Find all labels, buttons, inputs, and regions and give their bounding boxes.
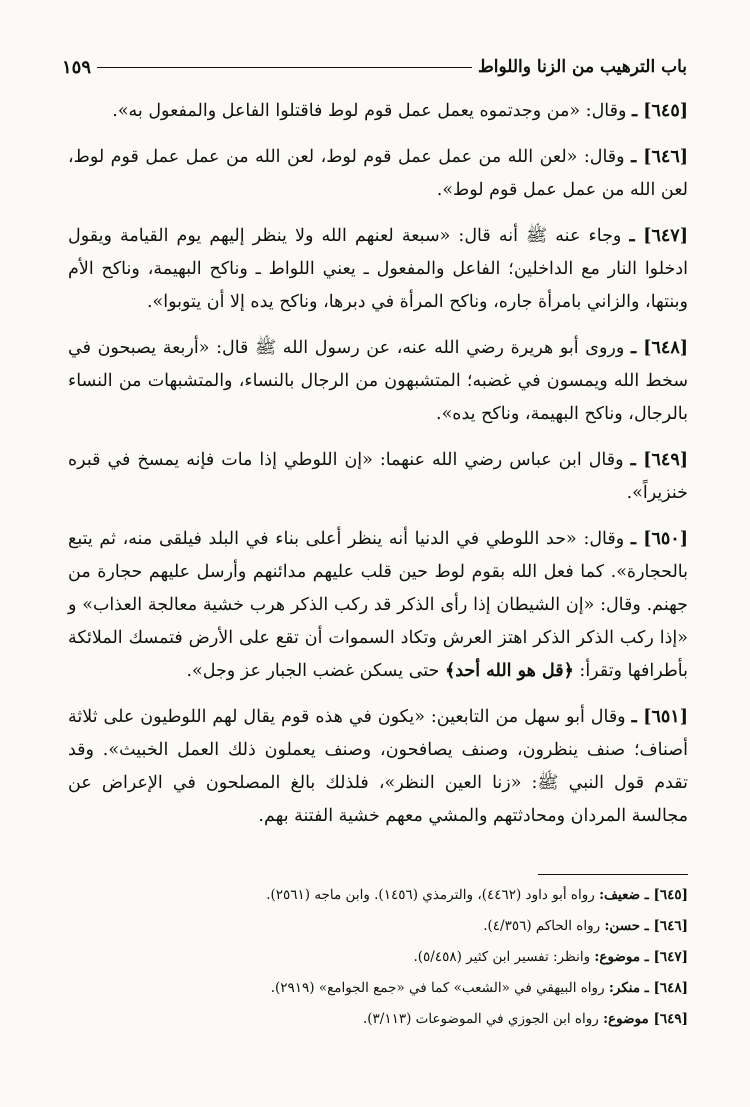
entry-text: وقال أبو سهل من التابعين: «يكون في هذه قوم يقال لهم اللوطيون على ثلاثة أصناف؛ صنف ينظرون، وصنف يصافحون، وصنف يعملون ذلك العمل الخبيث». وقد تقدم قول النبي ﷺ: «زنا العين النظر»، فلذلك بالغ المصلحون في الإعراض عن مجالسة المردان ومحادثتهم والمشي معهم خشية الفتنة بهم.: [68, 707, 688, 826]
footnote: [68, 1004, 688, 1035]
header-rule: [97, 67, 472, 68]
footnote-grade: ضعيف:: [599, 887, 641, 903]
quran-verse: ﴿قل هو الله أحد﴾: [444, 661, 574, 681]
footnote-grade: موضوع:: [594, 949, 641, 965]
footnote-grade: موضوع:: [603, 1011, 649, 1027]
hadith-entry: [٦٤٥] ـ وقال: «من وجدتموه يعمل عمل قوم لوط فاقتلوا الفاعل والمفعول به».: [112, 101, 688, 121]
entry-number: [٦٤٦]: [643, 147, 688, 167]
footnote-separator: [538, 874, 688, 875]
footnote: [٦٤٦] ـ حسن: رواه الحاكم (٤/٣٥٦).: [483, 918, 688, 934]
footnote-number: [٦٤٨]: [653, 980, 688, 996]
footnote-number: [٦٤٦]: [653, 918, 688, 934]
footnote-number: [٦٤٩]: [653, 1011, 688, 1027]
footnote-text: رواه أبو داود (٤٤٦٢)، والترمذي (١٤٥٦). وابن ماجه (٢٥٦١).: [266, 887, 600, 903]
hadith-entry: [٦٤٨] ـ وروى أبو هريرة رضي الله عنه، عن رسول الله ﷺ قال: «أربعة يصبحون في سخط الله ويمسون في غضبه؛ المتشبهون من الرجال بالنساء، والمتشبهات من النساء بالرجال، وناكح البهيمة، وناكح يده».: [68, 338, 688, 424]
hadith-entry: [٦٥٠] ـ وقال: «حد اللوطي في الدنيا أنه ينظر أعلى بناء في البلد فيلقى منه، ثم يتبع بالحجارة». كما فعل الله بقوم لوط حين قلب عليهم مدائنهم وأرسل عليهم حجارة من جهنم. وقال: «إن الشيطان إذا رأى الذكر قد ركب الذكر هرب خشية معالجة العذاب» و «إذا ركب الذكر الذكر اهتز العرش وتكاد السموات أن تقع على الأرض فتمسك الملائكة بأطرافها وتقرأ: ﴿قل هو الله أحد﴾ حتى يسكن غضب الجبار عز وجل».: [68, 529, 688, 681]
page-number: ١٥٩: [62, 56, 92, 78]
entry-number: [٦٥١]: [643, 707, 688, 727]
footnote: [٦٤٨] ـ منكر: رواه البيهقي في «الشعب» كما في «جمع الجوامع» (٢٩١٩).: [270, 980, 688, 996]
footnote-text: رواه ابن الجوزي في الموضوعات (٣/١١٣).: [362, 1011, 604, 1027]
entry-text: وقال: «لعن الله من عمل عمل قوم لوط، لعن الله من عمل عمل قوم لوط، لعن الله من عمل عمل قوم لوط».: [68, 147, 688, 200]
footnote: [٦٤٧] ـ موضوع: وانظر: تفسير ابن كثير (٥/٤٥٨).: [413, 949, 688, 965]
footnote-grade: منكر:: [608, 980, 641, 996]
hadith-entry: [٦٥١] ـ وقال أبو سهل من التابعين: «يكون في هذه قوم يقال لهم اللوطيون على ثلاثة أصناف؛ صنف ينظرون، وصنف يصافحون، وصنف يعملون ذلك العمل الخبيث». وقد تقدم قول النبي ﷺ: «زنا العين النظر»، فلذلك بالغ المصلحون في الإعراض عن مجالسة المردان ومحادثتهم والمشي معهم خشية الفتنة بهم.: [68, 707, 688, 826]
footnote-grade: حسن:: [604, 918, 641, 934]
footnote-number: [٦٤٧]: [653, 949, 688, 965]
entry-text: وقال ابن عباس رضي الله عنهما: «إن اللوطي إذا مات فإنه يمسخ في قبره خنزيراً».: [68, 450, 688, 503]
entry-number: [٦٤٨]: [643, 338, 688, 358]
entry-text: وروى أبو هريرة رضي الله عنه، عن رسول الله ﷺ قال: «أربعة يصبحون في سخط الله ويمسون في غضبه؛ المتشبهون من الرجال بالنساء، والمتشبهات من النساء بالرجال، وناكح البهيمة، وناكح يده».: [68, 338, 688, 424]
entry-text: وقال: «من وجدتموه يعمل عمل قوم لوط فاقتلوا الفاعل والمفعول به».: [112, 101, 632, 121]
entry-number: [٦٥٠]: [643, 529, 688, 549]
entry-number: [٦٤٧]: [643, 226, 688, 246]
footnote-text: رواه الحاكم (٤/٣٥٦).: [483, 918, 605, 934]
entry-text: وقال: «حد اللوطي في الدنيا أنه ينظر أعلى بناء في البلد فيلقى منه، ثم يتبع بالحجارة». كما فعل الله بقوم لوط حين قلب عليهم مدائنهم وأرسل عليهم حجارة من جهنم. وقال: «إن الشيطان إذا رأى الذكر قد ركب الذكر هرب خشية معالجة العذاب» و «إذا ركب الذكر الذكر اهتز العرش وتكاد السموات أن تقع على الأرض فتمسك الملائكة بأطرافها وتقرأ:: [68, 529, 688, 681]
hadith-entry: [٦٤٩] ـ وقال ابن عباس رضي الله عنهما: «إن اللوطي إذا مات فإنه يمسخ في قبره خنزيراً».: [68, 450, 688, 503]
footnote: [٦٤٥] ـ ضعيف: رواه أبو داود (٤٤٦٢)، والترمذي (١٤٥٦). وابن ماجه (٢٥٦١).: [266, 887, 688, 903]
main-text: [68, 95, 688, 846]
footnote-text: وانظر: تفسير ابن كثير (٥/٤٥٨).: [413, 949, 595, 965]
hadith-entry: [٦٤٧] ـ وجاء عنه ﷺ أنه قال: «سبعة لعنهم الله ولا ينظر إليهم يوم القيامة ويقول ادخلوا النار مع الداخلين؛ الفاعل والمفعول ـ يعني اللواط ـ وناكح البهيمة، وناكح الأم وبنتها، والزاني بامرأة جاره، وناكح المرأة في دبرها، وناكح يده إلا أن يتوبوا».: [68, 226, 688, 312]
entry-text-continued: حتى يسكن غضب الجبار عز وجل».: [186, 661, 445, 681]
entry-text: وجاء عنه ﷺ أنه قال: «سبعة لعنهم الله ولا ينظر إليهم يوم القيامة ويقول ادخلوا النار مع الداخلين؛ الفاعل والمفعول ـ يعني اللواط ـ وناكح البهيمة، وناكح الأم وبنتها، والزاني بامرأة جاره، وناكح المرأة في دبرها، وناكح يده إلا أن يتوبوا».: [68, 226, 688, 312]
footnotes: [68, 880, 688, 1035]
page-header: [62, 52, 687, 82]
entry-number: [٦٤٥]: [643, 101, 688, 121]
entry-number: [٦٤٩]: [643, 450, 688, 470]
running-title: باب الترهيب من الزنا واللواط: [478, 57, 687, 77]
hadith-entry: [٦٤٦] ـ وقال: «لعن الله من عمل عمل قوم لوط، لعن الله من عمل عمل قوم لوط، لعن الله من عمل عمل قوم لوط».: [68, 147, 688, 200]
footnote-number: [٦٤٥]: [653, 887, 688, 903]
footnote-text: رواه البيهقي في «الشعب» كما في «جمع الجوامع» (٢٩١٩).: [270, 980, 609, 996]
